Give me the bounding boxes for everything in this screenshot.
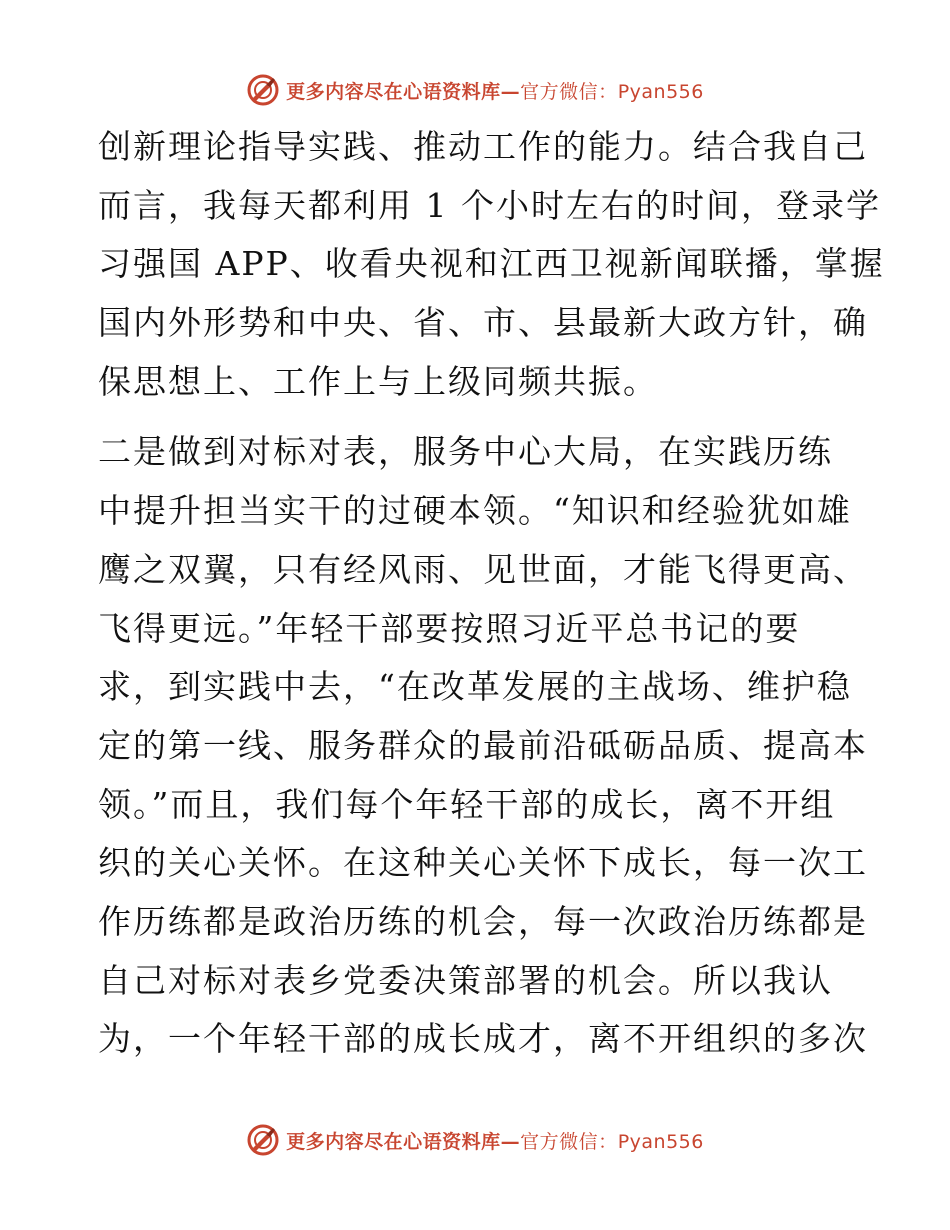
paragraph-1 xyxy=(98,118,885,411)
text-line: 定的第一线、服务群众的最前沿砥砺品质、提高本 xyxy=(98,725,868,765)
watermark-text xyxy=(286,77,704,104)
text-line: 求，到实践中去，“在改革发展的主战场、维护稳 xyxy=(98,667,852,707)
text-line: 领。”而且，我们每个年轻干部的成长，离不开组 xyxy=(98,784,836,824)
text-line: 二是做到对标对表，服务中心大局，在实践历练 xyxy=(98,432,833,472)
header-watermark xyxy=(0,70,950,110)
footer-watermark xyxy=(0,1120,950,1160)
watermark-wechat-label: 官方微信： xyxy=(520,1130,618,1153)
text-line: 飞得更远。”年轻干部要按照习近平总书记的要 xyxy=(98,608,801,648)
text-line: 中提升担当实干的过硬本领。“知识和经验犹如雄 xyxy=(98,491,852,531)
paragraph-gap xyxy=(98,411,858,423)
watermark-wechat-id: Pyan556 xyxy=(617,1130,704,1153)
watermark-separator: — xyxy=(500,80,521,103)
text-line: 作历练都是政治历练的机会，每一次政治历练都是 xyxy=(98,901,868,941)
text-line: 国内外形势和中央、省、市、县最新大政方针，确 xyxy=(98,303,868,343)
brand-logo-icon xyxy=(246,1123,280,1157)
text-line: 保思想上、工作上与上级同频共振。 xyxy=(98,361,658,401)
watermark-wechat-id: Pyan556 xyxy=(617,80,704,103)
paragraph-2 xyxy=(98,423,868,1069)
text-line: 习强国 APP、收看央视和江西卫视新闻联播，掌握 xyxy=(98,244,885,284)
text-line: 而言，我每天都利用 1 个小时左右的时间，登录学 xyxy=(98,185,881,225)
text-line: 为，一个年轻干部的成长成才，离不开组织的多次 xyxy=(98,1019,868,1059)
text-line: 织的关心关怀。在这种关心关怀下成长，每一次工 xyxy=(98,843,868,883)
watermark-wechat-label: 官方微信： xyxy=(520,80,618,103)
text-line: 自己对标对表乡党委决策部署的机会。所以我认 xyxy=(98,960,833,1000)
text-line: 鹰之双翼，只有经风雨、见世面，才能飞得更高、 xyxy=(98,549,868,589)
watermark-brand: 更多内容尽在心语资料库 xyxy=(286,80,501,103)
brand-logo-icon xyxy=(246,73,280,107)
watermark-brand: 更多内容尽在心语资料库 xyxy=(286,1130,501,1153)
watermark-separator: — xyxy=(500,1130,521,1153)
document-body xyxy=(98,118,885,1069)
watermark-text xyxy=(286,1127,704,1154)
text-line: 创新理论指导实践、推动工作的能力。结合我自己 xyxy=(98,127,868,166)
